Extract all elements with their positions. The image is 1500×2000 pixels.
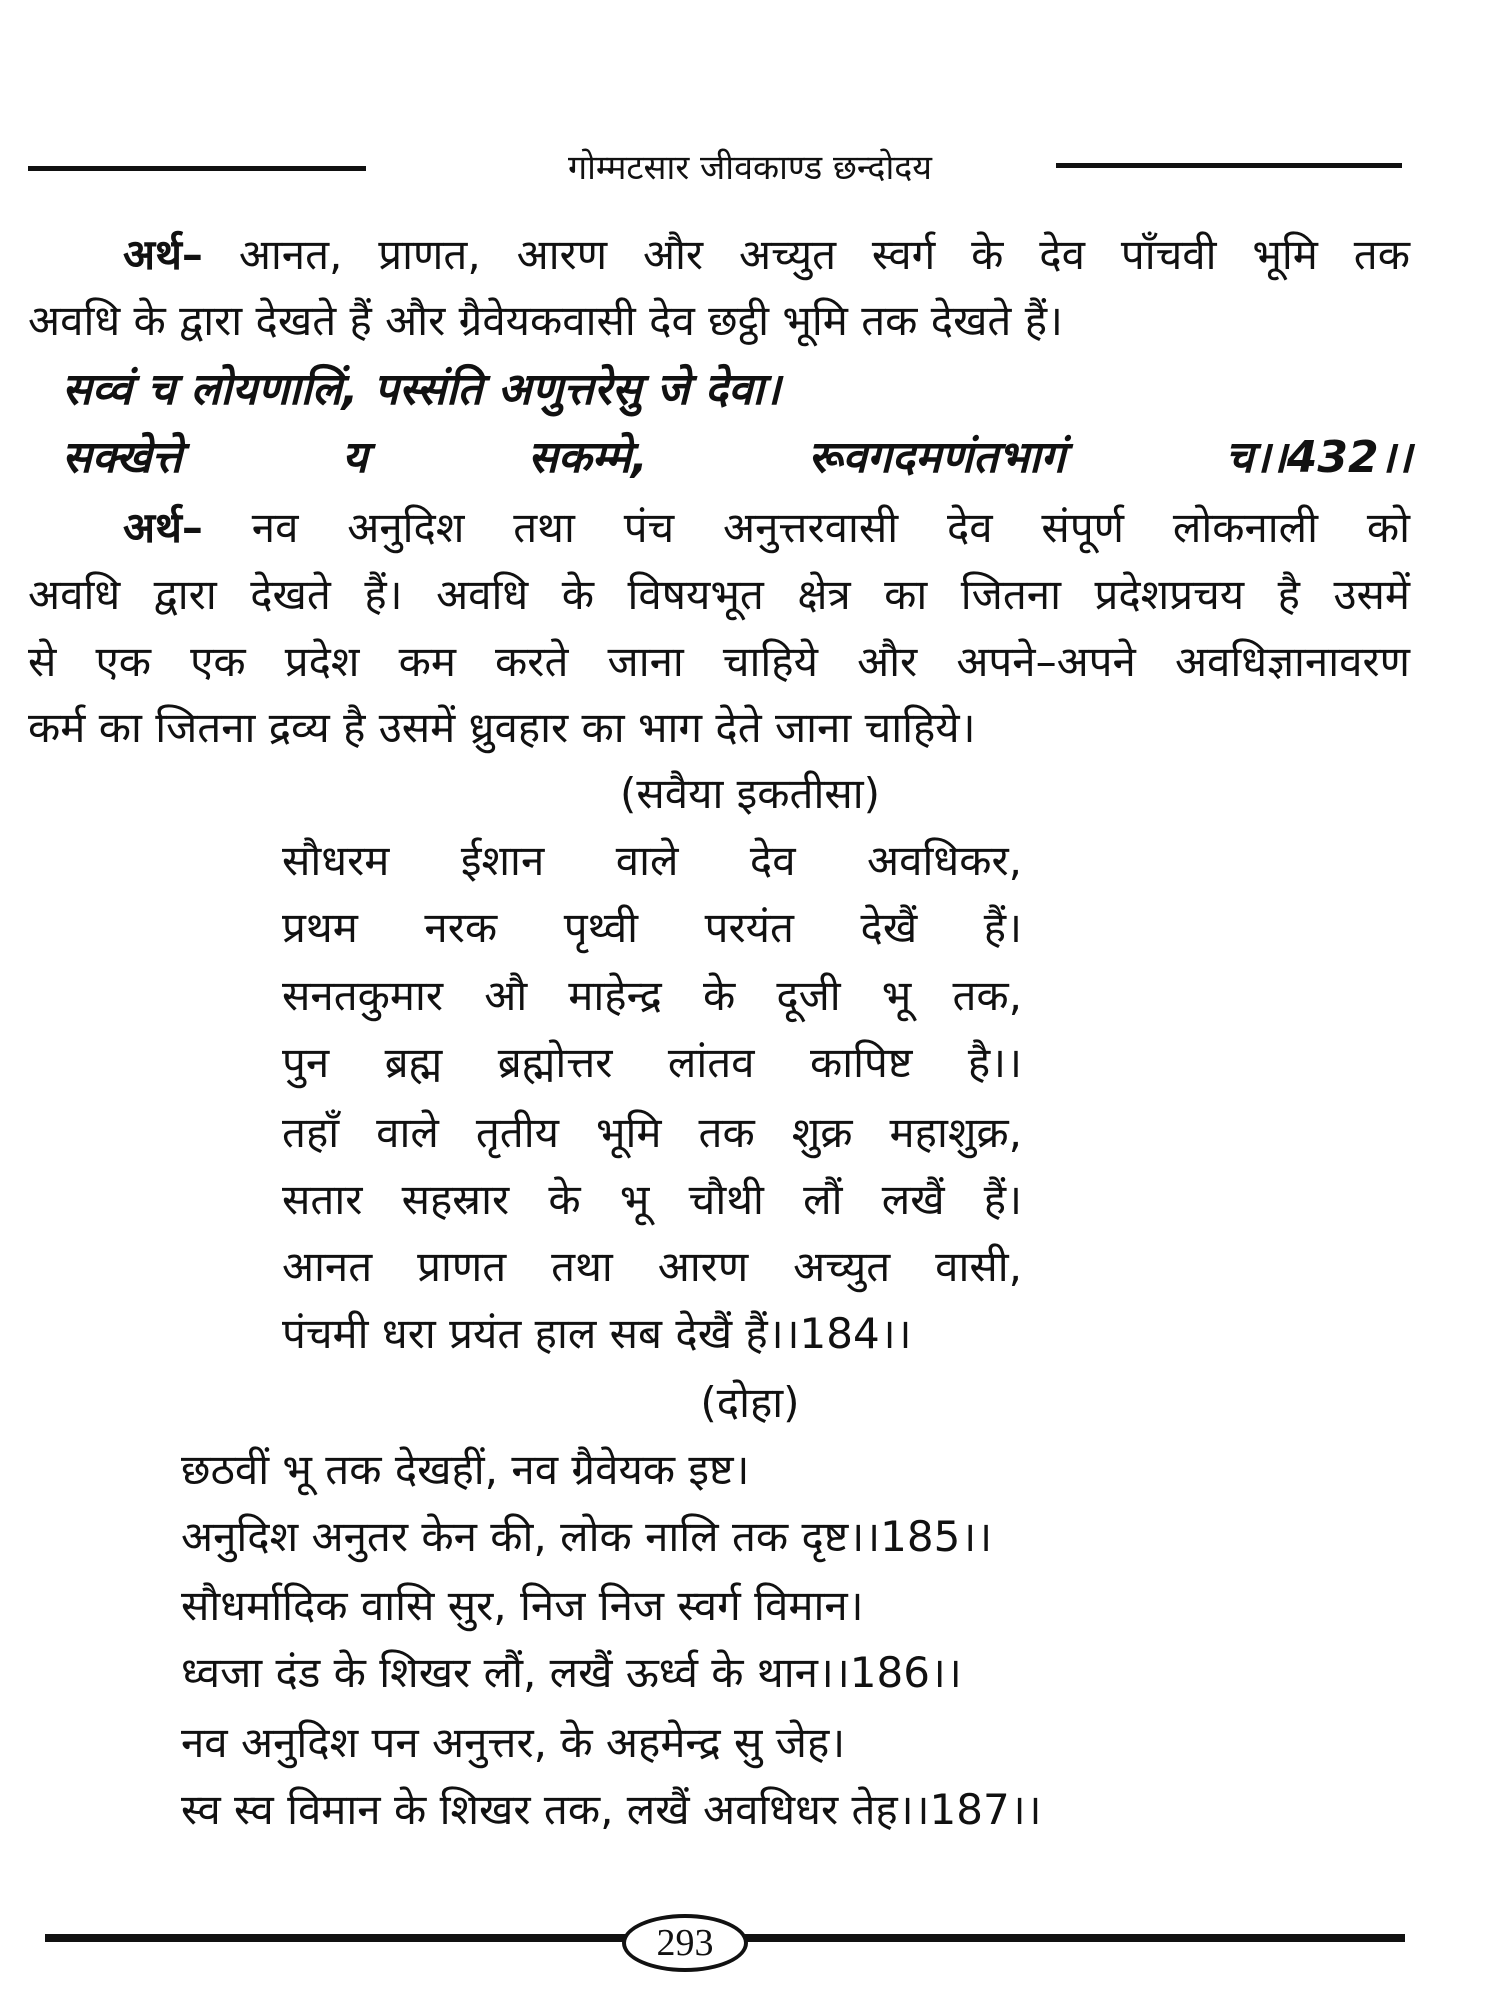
savaiya-line: प्रथम नरक पृथ्वी परयंत देखैं हैं।: [282, 903, 1022, 952]
meaning-paragraph-2-line-1: [123, 498, 1410, 558]
doha-line: छठवीं भू तक देखहीं, नव ग्रैवेयक इष्ट।: [181, 1445, 750, 1494]
running-header: गोम्मटसार जीवकाण्ड छन्दोदय: [567, 148, 933, 188]
savaiya-line: सौधरम ईशान वाले देव अवधिकर,: [282, 836, 1022, 885]
savaiya-line: आनत प्राणत तथा आरण अच्युत वासी,: [282, 1242, 1022, 1291]
doha-line: नव अनुदिश पन अनुत्तर, के अहमेन्द्र सु जेह।: [181, 1718, 846, 1767]
doha-line: ध्वजा दंड के शिखर लौं, लखैं ऊर्ध्व के थान।।186।।: [181, 1648, 962, 1697]
meaning-paragraph-2-line-3: से एक एक प्रदेश कम करते जाना चाहिये और अपने–अपने अवधिज्ञानावरण: [28, 637, 1410, 686]
doha-line: सौधर्मादिक वासि सुर, निज निज स्वर्ग विमान।: [181, 1581, 864, 1630]
doha-heading: (दोहा): [700, 1378, 800, 1427]
savaiya-line: तहाँ वाले तृतीय भूमि तक शुक्र महाशुक्र,: [282, 1108, 1022, 1157]
savaiya-line: सनतकुमार औ माहेन्द्र के दूजी भू तक,: [282, 971, 1022, 1020]
text: नव अनुदिश तथा पंच अनुत्तरवासी देव संपूर्ण लोकनाली को: [251, 503, 1410, 552]
savaiya-line: पंचमी धरा प्रयंत हाल सब देखैं हैं।।184।।: [282, 1309, 912, 1358]
gatha-line-1: सव्वं च लोयणालिं, पस्संति अणुत्तरेसु जे देवा।: [62, 364, 781, 415]
text: आनत, प्राणत, आरण और अच्युत स्वर्ग के देव पाँचवी भूमि तक: [238, 230, 1410, 279]
page-number: 293: [622, 1914, 748, 1972]
meaning-label: अर्थ–: [123, 230, 203, 279]
header-rule-right: [1056, 163, 1402, 168]
meaning-label: अर्थ–: [123, 503, 203, 552]
meaning-paragraph-2-line-2: अवधि द्वारा देखते हैं। अवधि के विषयभूत क्षेत्र का जितना प्रदेशप्रचय है उसमें: [28, 570, 1410, 619]
savaiya-heading: (सवैया इकतीसा): [619, 769, 881, 818]
doha-line: अनुदिश अनुतर केन की, लोक नालि तक दृष्ट।।185।।: [181, 1512, 993, 1561]
savaiya-line: पुन ब्रह्म ब्रह्मोत्तर लांतव कापिष्ट है।।: [282, 1038, 1022, 1087]
savaiya-line: सतार सहस्रार के भू चौथी लौं लखैं हैं।: [282, 1175, 1022, 1224]
doha-line: स्व स्व विमान के शिखर तक, लखैं अवधिधर तेह।।187।।: [181, 1785, 1042, 1834]
meaning-paragraph-1-line-2: अवधि के द्वारा देखते हैं और ग्रैवेयकवासी देव छट्ठी भूमि तक देखते हैं।: [28, 296, 1063, 345]
meaning-paragraph-1-line-1: [123, 225, 1410, 285]
meaning-paragraph-2-line-4: कर्म का जितना द्रव्य है उसमें ध्रुवहार का भाग देते जाना चाहिये।: [28, 703, 976, 752]
gatha-line-2: सक्खेत्ते य सकम्मे, रूवगदमणंतभागं च।।432।।: [62, 432, 1412, 483]
